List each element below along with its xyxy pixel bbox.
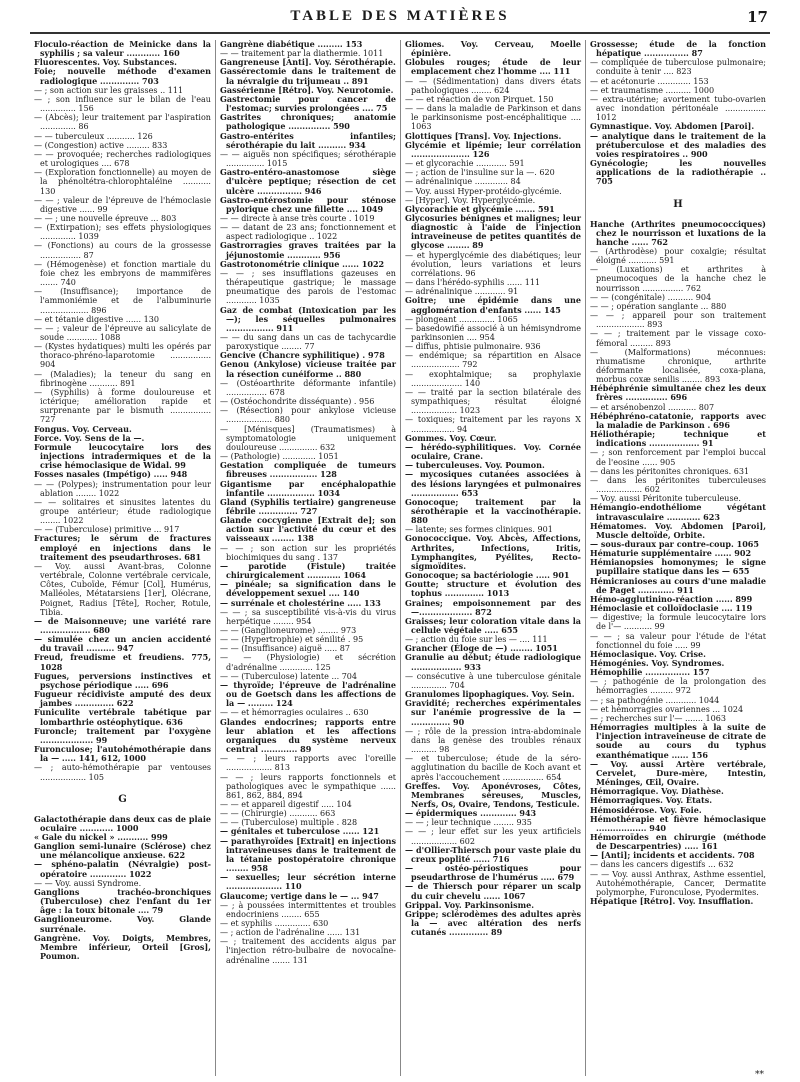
index-entry: Gastrectomie pour cancer de l'estomac; survies prolongées .... 75 — [220, 93, 396, 114]
index-entry: Gland (Syphilis tertiaire) gangreneuse fébrile .............. 727 — [220, 496, 396, 516]
index-entry: — (Syphilis) à forme douloureuse et ictérique; amélioration rapide et surprenante par le bismuth ................ 727 — [34, 387, 211, 425]
index-entry: — — ; valeur de l'épreuve de l'hémoclasie digestive ...... 99 — [34, 195, 211, 214]
index-entry: — sphéno-palatin (Névralgie) post-opératoire ............. 1022 — [34, 859, 211, 879]
index-entry: — ; son influence sur le bilan de l'eau .............. 156 — [34, 94, 211, 114]
index-entry: — d'Ollier-Thiersch pour vaste plaie du creux poplité ...... 716 — [405, 844, 581, 864]
index-entry: — — ; traitement par le vissage coxo-fémoral ......... 893 — [590, 329, 766, 348]
index-entry: — ; pathogénie de la prolongation des hémorragies ......... 972 — [590, 677, 766, 696]
index-entry: Glandes endocrines; rapports entre leur ablation et les affections organiques du système nerveux central ............. 89 — [220, 716, 396, 755]
index-entry: Fugues, perversions instinctives et psychose périodique ..... 696 — [34, 670, 211, 690]
index-entry: — ; rôle de la pression intra-abdominale dans la genèse des troubles rénaux .......... 98 — [405, 726, 581, 755]
index-entry: — compliquée de tuberculose pulmonaire; conduite à tenir .... 823 — [590, 58, 766, 77]
index-entry: Gastrorragies graves traitées par la jéjunostomie ............ 956 — [220, 240, 396, 260]
index-entry: — surrénale et cholestérine ..... 133 — [220, 597, 381, 608]
index-entry: — — solitaires et sinusites latentes du groupe antérieur; étude radiologique ........ 1022 — [34, 497, 211, 526]
index-entry: Gangreneuse [Anti]. Voy. Sérothérapie. — [220, 57, 396, 68]
index-entry: — diffus, phtisie pulmonaire. 936 — [405, 342, 541, 352]
index-entry: Hépatique [Rétro]. Voy. Insufflation. — [590, 896, 754, 907]
index-entry: Force. Voy. Sens de la —. — [34, 432, 145, 443]
index-entry: — ; sa pathogénie ............ 1044 — [590, 695, 720, 705]
index-entry: — et hémorragies ovariennes ... 1024 — [590, 704, 744, 714]
index-entry: — adrénalinique ............. 84 — [405, 177, 521, 187]
index-entry: Gastrites chroniques; anatomie pathologique ............... 590 — [220, 112, 396, 132]
index-entry: — Voy. aussi Artère vertébrale, Cervelet, Dure-mère, Intestin, Méninges, Œil, Ovaire. — [590, 758, 766, 788]
index-entry: Gastro-entérostomie pour sténose pylorique chez une fillette .... 1049 — [220, 194, 396, 214]
index-entry: — ; son renforcement par l'emploi buccal de l'eosine ...... 905 — [590, 448, 766, 467]
index-entry: Glaucome; vertige dans le — ... 947 — [220, 890, 379, 901]
index-entry: — (Ostéochondrite disséquante) . 956 — [220, 397, 375, 407]
index-entry: Foie; nouvelle méthode d'examen radiologique .............. 703 — [34, 66, 211, 86]
index-entry: Glycorachie et glycémie ....... 591 — [405, 203, 555, 214]
index-entry: — ; recherches sur l'— ....... 1063 — [590, 713, 726, 723]
section-letter: H — [673, 198, 683, 210]
index-column-1 — [30, 40, 215, 1076]
page-title: TABLE DES MATIÈRES — [290, 8, 510, 24]
index-entry: — — et appareil digestif ..... 104 — [220, 799, 352, 809]
index-entry: — dans l'hérédo-syphilis ...... 111 — [405, 278, 541, 288]
index-entry: Glande coccygienne [Extrait de]; son action sur l'activité du cœur et des vaisseaux ........ 138 — [220, 515, 396, 544]
index-entry: — — traité par la section bilatérale des sympathiques; résultat éloigné .................. 1023 — [405, 387, 581, 416]
index-entry: — — ; leur effet sur les yeux artificiels .................. 602 — [405, 827, 581, 846]
index-entry: — et glycorachie ............ 591 — [405, 159, 525, 169]
index-entry: — (Exploration fonctionnelle) au moyen de la phénoltétra-chlorophtaléine ........... 130 — [34, 168, 211, 196]
index-entry: — dans les cancers digestifs ... 632 — [590, 860, 734, 870]
index-entry: — (Congestion) active ......... 833 — [34, 140, 168, 150]
index-entry: — basedowifié associé à un hémisyndrome parkinsonien .... 954 — [405, 323, 581, 342]
index-entry: — de Maisonneuve; une variété rare .................. 680 — [34, 615, 211, 635]
index-entry: Gynécologie; les nouvelles applications de la radiothérapie .. 705 — [590, 158, 766, 187]
index-entry: Furoncle; traitement par l'oxygène ................... 99 — [34, 725, 211, 745]
index-entry: Gonocoque; sa bactériologie ..... 901 — [405, 570, 570, 581]
index-entry: — ; traitement des accidents aigus par l'injection rétro-bulbaire de novocaïne-adrénaline ....... 131 — [220, 937, 396, 965]
index-entry: — — ; son action sur les propriétés biochimiques du sang . 137 — [220, 543, 396, 562]
index-entry: — parathyroïdes [Extrait] en injections intraveineuses dans le traitement de la tétanie postopératoire chronique ........ 958 — [220, 835, 396, 874]
index-entry: Genou (Ankylose) vicieuse traitée par la résection cunéiforme .. 880 — [220, 359, 396, 379]
index-entry: — adrénalinique ............ 91 — [405, 287, 519, 297]
index-entry: — (Pathologie) ............. 1051 — [220, 452, 339, 462]
index-entry: Hémorroïdes en chirurgie (méthode de Descarpentries) ..... 161 — [590, 831, 766, 852]
index-entry: — dans les péritonites chroniques. 631 — [590, 466, 750, 476]
index-entry: — Voy. aussi Péritonite tuberculeuse. — [590, 494, 741, 504]
index-entry: — et tuberculose; étude de la séro-agglutination du bacille de Koch avant et après l'accouchement ................ 654 — [405, 754, 581, 782]
index-entry: Graines; empoisonnement par des —................... 872 — [405, 597, 581, 617]
index-entry: — sous-duraux par contre-coup. 1065 — [590, 538, 760, 549]
index-entry: — — (Chirurgie) ........... 663 — [220, 809, 336, 819]
index-entry: Ganglioneurome. Voy. Glande surrénale. — [34, 914, 211, 934]
index-entry: Hématomes. Voy. Abdomen [Paroi], Muscle deltoïde, Orbite. — [590, 520, 766, 540]
index-entry: Héliothérapie; technique et indications .................. 91 — [590, 429, 766, 449]
index-entry: — épidermiques ............. 943 — [405, 808, 537, 819]
index-entry: — — du sang dans un cas de tachycardie paroxystique ........ 77 — [220, 333, 396, 352]
index-entry: Globules rouges; étude de leur emplacement chez l'homme .... 111 — [405, 57, 581, 77]
index-entry: — digestive; la formule leucocytaire lors de l'— ........... 99 — [590, 613, 766, 632]
index-entry: — — ; leurs rapports fonctionnels et pathologiques avec le sympathique ...... 861, 862, 884, 894 — [220, 772, 396, 800]
index-entry: Hémianopsies homonymes; le signe pupillaire statique dans les — 655 — [590, 557, 766, 577]
index-entry: Gastro-entérites infantiles; sérothérapie du lait .......... 934 — [220, 130, 396, 150]
index-entry: Gonocoque; traitement par la sérothérapie et la vaccinothérapie. 880 — [405, 496, 581, 526]
index-entry: — thyroïde; l'épreuve de l'adrénaline ou de Goetsch dans les affections de la — ......... 124 — [220, 679, 396, 709]
page-number: 17 — [747, 8, 768, 26]
index-entry: Freud, freudisme et freudiens. 775, 1028 — [34, 652, 211, 672]
index-entry: — — et hémorragies oculaires .. 630 — [220, 708, 369, 718]
index-entry: — — Voy. aussi Syndrome. — [34, 878, 142, 888]
index-entry: — et tétanie digestive ...... 130 — [34, 314, 159, 324]
index-entry: — — dans la maladie de Parkinson et dans le parkinsonisme post-encéphalitique .... 1063 — [405, 104, 581, 132]
index-entry: — (Luxations) et arthrites à pneumocoques de la hanche chez le nourrisson ................ 762 — [590, 265, 766, 293]
index-entry: — et hyperglycémie des diabétiques; leur évolution, leurs variations et leurs corrélations. 96 — [405, 250, 581, 278]
index-entry: Glycosuries bénignes et malignes; leur diagnostic à l'aide de l'injection intraveineuse de petites quantités de glycose ........ 89 — [405, 212, 581, 251]
index-entry: — — et réaction de von Pirquet. 150 — [405, 94, 554, 104]
index-entry: Ganglions trachéo-bronchiques (Tuberculose) chez l'enfant du 1er âge : la toux bitonale .... 79 — [34, 886, 211, 916]
index-entry: Hémoclasie et colloïdoclasie .... 119 — [590, 603, 753, 614]
index-entry: — — (Physiologie) et sécrétion d'adrénaline ............. 125 — [220, 653, 396, 672]
index-entry: — — ; une nouvelle épreuve ... 803 — [34, 213, 177, 223]
index-entry: — — provoquée; recherches radiologiques et urologiques .... 678 — [34, 149, 211, 169]
index-entry: « Gale du nickel » ........... 999 — [34, 831, 168, 842]
index-entry: — — tuberculeux ........... 126 — [34, 131, 153, 141]
index-entry: — ; auto-hémothérapie par ventouses .................. 105 — [34, 763, 211, 782]
index-columns — [30, 40, 772, 1076]
index-entry: — — ; opération sanglante ... 880 — [590, 301, 727, 311]
index-entry: Funiculite vertébrale tabétique par lombarthrie ostéophytique. 636 — [34, 707, 211, 727]
index-entry: Hémorragique. Voy. Diathèse. — [590, 786, 724, 797]
index-entry: Hébéphrénie simultanée chez les deux frères ............... 696 — [590, 383, 766, 403]
index-entry: Fongus. Voy. Cerveau. — [34, 423, 132, 434]
index-entry: — — (Tuberculose) latente ... 704 — [220, 671, 358, 681]
index-entry: Hémicranioses au cours d'une maladie de Paget ............. 911 — [590, 575, 766, 595]
index-entry: — ; action de l'insuline sur la —. 620 — [405, 168, 555, 178]
index-entry: Glycémie et lipémie; leur corrélation ..................... 126 — [405, 139, 581, 159]
index-entry: Glottiques [Trans]. Voy. Injections. — [405, 130, 562, 141]
index-entry: Hémothérapie et fièvre hémoclasique .................. 940 — [590, 813, 766, 833]
index-entry: — — (congénitale) .......... 904 — [590, 292, 712, 302]
index-entry: Gaz de combat (Intoxication par les —); les séquelles pulmonaires ................. 911 — [220, 304, 396, 333]
index-entry: — hérédo-syphilitiques. Voy. Cornée oculaire, Crane. — [405, 441, 581, 462]
index-entry: — pinéale; sa signification dans le développement sexuel .... 140 — [220, 579, 396, 599]
index-entry: — et arsénobenzol ........... 807 — [590, 402, 715, 412]
index-entry: — — traitement par la diathermie. 1011 — [220, 49, 384, 59]
index-entry: Fugueur récidiviste amputé des deux jambes .............. 622 — [34, 689, 211, 709]
index-entry: — — (Sédimentation) dans divers états pathologiques ........ 624 — [405, 76, 581, 95]
index-entry: — — ; leur technique ........ 935 — [405, 818, 532, 828]
page-footer-mark: ** — [755, 1070, 764, 1080]
index-entry: — (Maladies); la teneur du sang en fibrinogène ........... 891 — [34, 369, 211, 388]
index-entry: Fluorescentes. Voy. Substances. — [34, 57, 177, 68]
index-entry: Hémoclasique. Voy. Crise. — [590, 648, 706, 659]
index-entry: — (Ostéoarthrite déformante infantile) ................ 678 — [220, 378, 396, 397]
index-entry: Fosses nasales (Impétigo) ..... 948 — [34, 469, 188, 480]
index-entry: — dans les péritonites tuberculeuses .................. 602 — [590, 475, 766, 495]
index-entry: — Voy. aussi Avant-bras, Colonne vertébrale, Colonne vertébrale cervicale, Côtes, Cuboïde, Fémur [Col], Humérus, Malléoles, Métatarsiens [1er], Olécrane, Poignet, Radius [Tête], Rocher, Rotule, Tibia. — [34, 561, 211, 617]
index-entry: Hémogénies. Voy. Syndromes. — [590, 658, 725, 668]
index-entry: Granulie au début; étude radiologique .................. 933 — [405, 652, 581, 672]
index-entry: Galactothérapie dans deux cas de plaie oculaire ............ 1000 — [34, 813, 211, 833]
index-entry: — — (Insuffisance) aiguë ..... 87 — [220, 644, 350, 654]
index-entry: Gommes. Voy. Cœur. — [405, 432, 497, 443]
index-entry: — — ; valeur de l'épreuve au salicylate de soude ............ 1088 — [34, 323, 211, 342]
index-entry: Hémorragiques. Voy. États. — [590, 795, 713, 806]
index-entry: Ganglion semi-lunaire (Sclérose) chez une mélancolique anxieuse. 622 — [34, 841, 211, 861]
index-entry: Gymnastique. Voy. Abdomen [Paroi]. — [590, 121, 755, 132]
index-entry: — (Kystes hydatiques) multi les opérés par thoraco-phréno-laparotomie ................ 904 — [34, 342, 211, 370]
index-entry: Gencive (Chancre syphilitique) . 978 — [220, 350, 385, 361]
index-entry: — [Ménisques] (Traumatismes) à symptomatologie uniquement douloureuse ............... 632 — [220, 424, 396, 452]
index-entry: — exophtalmique; sa prophylaxie .................... 140 — [405, 369, 581, 388]
index-entry: Gravidité; recherches expérimentales sur l'anémie progressive de la — .............. 90 — [405, 698, 581, 727]
index-entry: — (Extirpation); ses effets physiologiques .............. 1039 — [34, 223, 211, 242]
index-entry: — (Arthrodèse) pour coxalgie; résultat éloigné ........... 591 — [590, 246, 766, 266]
index-column-3 — [400, 40, 585, 1076]
index-entry: — mycosiques cutanées associées à des lésions laryngées et pulmonaires ................. 653 — [405, 469, 581, 498]
index-entry: — — ; leurs rapports avec l'oreille .................. 813 — [220, 754, 396, 773]
index-entry: — — ; sa valeur pour l'étude de l'état fonctionnel du foie ..... 99 — [590, 631, 766, 650]
index-entry: — ostéo-périostiques pour pseudarthrose de l'humérus ..... 679 — [405, 863, 581, 883]
index-entry: Grancher (Éloge de —) ........ 1051 — [405, 643, 558, 654]
index-entry: Floculo-réaction de Meinicke dans la syphilis ; sa valeur ............ 160 — [34, 40, 211, 59]
index-entry: — (Résection) pour ankylose vicieuse .................. 880 — [220, 406, 396, 425]
index-entry: — — (Tuberculose) multiple . 828 — [220, 818, 358, 828]
index-entry: — ; son action sur les graisses .. 111 — [34, 85, 184, 95]
index-entry: — [Anti]; incidents et accidents. 708 — [590, 850, 755, 861]
index-entry: — génitales et tuberculose ...... 121 — [220, 826, 380, 837]
index-entry: — analytique dans le traitement de la prétuberculose et des maladies des voies respiratoires .. 900 — [590, 130, 766, 159]
index-entry: — ; à poussées intermittentes et troubles endocriniens ........ 655 — [220, 900, 396, 919]
index-entry: Gliomes. Voy. Cerveau, Moelle épinière. — [405, 40, 581, 59]
index-entry: — — (Polypes); instrumentation pour leur ablation ........ 1022 — [34, 479, 211, 498]
index-entry: Gestation compliquée de tumeurs fibreuses ................. 128 — [220, 460, 396, 480]
index-entry: Furonculose; l'autohémothérapie dans la — ..... 141, 612, 1000 — [34, 744, 211, 764]
index-entry: — — (Tuberculose) primitive ... 917 — [34, 525, 180, 535]
index-entry: — et acétonurie ............. 153 — [590, 76, 709, 86]
index-entry: Hémosidérose. Voy. Foie. — [590, 804, 702, 815]
index-entry: — (Insuffisance); importance de l'ammoniémie et de l'albuminurie ................... 896 — [34, 287, 211, 315]
index-entry: — — (Ganglioneurome) ........ 973 — [220, 626, 357, 635]
index-entry: — et syphilis .............. 630 — [220, 919, 329, 928]
section-letter: G — [118, 793, 127, 805]
index-entry: Hémorragies multiples à la suite de l'injection intraveineuse de citrate de soude au cours du typhus exanthématique ...... 156 — [590, 722, 766, 760]
index-entry: — et traumatisme .......... 1000 — [590, 85, 715, 95]
index-entry: — consécutive à une tuberculose génitale .............. 704 — [405, 671, 581, 690]
index-entry: Gastrotonométrie clinique ...... 1022 — [220, 258, 385, 269]
index-entry: Grippe; sclérodèmes des adultes après la — avec altération des nerfs cutanés .............. 89 — [405, 908, 581, 938]
index-entry: Goutte; structure et évolution des tophus .............. 1013 — [405, 579, 581, 599]
index-entry: Hémo-agglutinino-réaction ...... 899 — [590, 593, 753, 604]
index-entry: Hémangio-endothéliome végétant intravasculaire ............ 623 — [590, 502, 766, 522]
index-entry: — plongeant .............. 1065 — [405, 314, 518, 324]
index-entry: — sexuelles; leur sécrétion interne .................... 110 — [220, 872, 396, 892]
index-column-4 — [585, 40, 770, 1076]
index-entry: — endémique; sa répartition en Alsace ................... 792 — [405, 351, 581, 370]
index-entry: Grippal. Voy. Parkinsonisme. — [405, 899, 535, 910]
index-entry: Granulomes lipophagiques. Voy. Sein. — [405, 689, 575, 700]
index-entry: — (Malformations) méconnues: rhumatisme chronique, arthrite déformante localisée, coxa-plana, morbus coxæ senilis ........ 893 — [590, 347, 766, 385]
index-entry: Greffes. Voy. Aponévroses, Côtes, Membranes séreuses, Muscles, Nerfs, Os, Ovaire, Tendons, Testicule. — [405, 780, 581, 809]
index-entry: — — datant de 23 ans; fonctionnement et aspect radiologique .. 1022 — [220, 223, 396, 242]
index-entry: — — ; sa susceptibilité vis-à-vis du virus herpétique ........ 954 — [220, 607, 396, 626]
index-entry: Hémophilie ................ 157 — [590, 667, 710, 678]
index-entry: — parotide (Fistule) traitée chirurgicalement ............ 1064 — [220, 560, 396, 581]
index-entry: — (Hémogenèse) et fonction martiale du foie chez les embryons de mammifères ....... 740 — [34, 259, 211, 288]
index-entry: Goitre; une épidémie dans une agglomération d'enfants ...... 145 — [405, 295, 581, 315]
page-header — [30, 6, 770, 34]
index-entry: Formule leucocytaire lors des injections intradermiques et de la crise hémoclasique de Widal. 99 — [34, 441, 211, 471]
index-entry: Grossesse; étude de la fonction hépatique ................ 87 — [590, 40, 766, 59]
index-entry: Gastro-entéro-anastomose siège d'ulcère peptique; résection de cet ulcère ................ 946 — [220, 167, 396, 196]
index-entry: — tuberculeuses. Voy. Poumon. — [405, 460, 545, 471]
index-entry: — ; action du foie sur les — .... 111 — [405, 635, 548, 645]
index-entry: Hématurie supplémentaire ...... 902 — [590, 548, 752, 559]
index-entry: — — ; appareil pour son traitement ................... 893 — [590, 311, 766, 330]
index-entry: Fractures; le sérum de fractures employé en injections dans le traitement des pseudarthroses. 681 — [34, 533, 211, 562]
index-entry: — toxiques; traitement par les rayons X ................. 94 — [405, 415, 581, 434]
index-entry: Gassérienne [Rétro]. Voy. Neurotomie. — [220, 84, 394, 95]
index-entry: — — (Hypertrophie) et sénilité . 95 — [220, 635, 364, 645]
index-entry: Hébéphréno-catatonie, rapports avec la maladie de Parkinson . 696 — [590, 410, 766, 430]
index-entry: Gangrène. Voy. Doigts, Membres, Membre inférieur, Orteil [Gros], Poumon. — [34, 932, 211, 961]
index-entry: — de Thiersch pour réparer un scalp du cuir chevelu ...... 1067 — [405, 881, 581, 901]
index-entry: — — Voy. aussi Anthrax, Asthme essentiel, Autohémothérapie, Cancer, Dermatite polymorphe, Furonculose, Pyodermites. — [590, 869, 766, 897]
index-entry: — latente; ses formes cliniques. 901 — [405, 525, 553, 535]
index-entry: Gangrène diabétique ......... 153 — [220, 40, 363, 49]
index-entry: Gigantisme par encéphalopathie infantile ................. 1034 — [220, 478, 396, 498]
index-entry: — (Abcès); leur traitement par l'aspiration .............. 86 — [34, 113, 211, 132]
index-entry: — simulée chez un ancien accidenté du travail .......... 947 — [34, 634, 211, 654]
index-entry: Gonococcique. Voy. Abcès, Affections, Arthrites, Infections, Iritis, Lymphangites, Pyélites, Recto-sigmoïdites. — [405, 533, 581, 571]
index-entry: — — ; ses insufflations gazeuses en thérapeutique gastrique; le massage pneumatique des parois de l'estomac ............ 1035 — [220, 268, 396, 306]
index-entry: — extra-utérine; avortement tubo-ovarien avec inondation péritonéale ................ 1012 — [590, 94, 766, 123]
index-entry: Graisses; leur coloration vitale dans la cellule végétale ..... 655 — [405, 615, 581, 635]
index-entry: — — aiguës non spécifiques; sérothérapie ............... 1015 — [220, 149, 396, 169]
index-column-2 — [215, 40, 400, 1076]
index-entry: Hanche (Arthrites pneumococciques) chez le nourrisson et luxations de la hanche ...... 762 — [590, 218, 766, 247]
index-entry: — (Fonctions) au cours de la grossesse ................ 87 — [34, 241, 211, 260]
index-entry: — [Hyper]. Voy. Hyperglycémie. — [405, 195, 536, 205]
index-entry: — — directe à anse très courte . 1019 — [220, 213, 375, 223]
index-entry: — ; action de l'adrénaline ...... 131 — [220, 928, 361, 938]
index-entry: Gassérectomie dans le traitement de la névralgie du trijumeau .. 891 — [220, 66, 396, 86]
index-entry: — Voy. aussi Hyper-protéido-glycémie. — [405, 186, 562, 196]
